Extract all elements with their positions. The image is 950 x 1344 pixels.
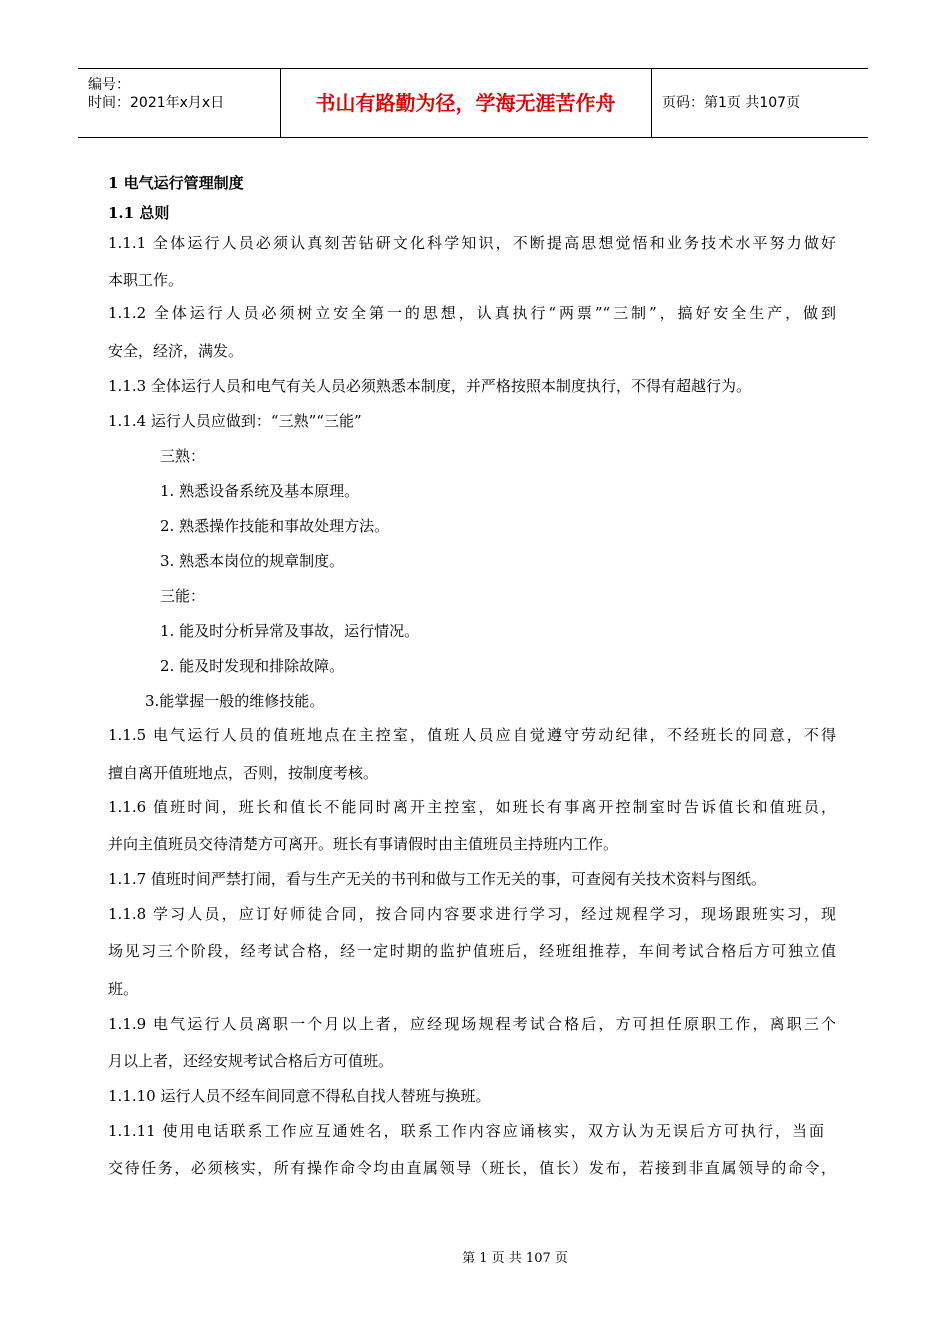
paragraph-line: 班。 [108, 980, 139, 998]
paragraph-line: 月以上者，还经安规考试合格后方可值班。 [108, 1052, 394, 1070]
paragraph-line: 交待任务，必须核实，所有操作命令均由直属领导（班长，值长）发布，若接到非直属领导的命令， [108, 1159, 836, 1177]
document-number-label: 编号： [88, 77, 130, 93]
paragraph-line: 1.1.5 电气运行人员的值班地点在主控室，值班人员应自觉遵守劳动纪律，不经班长的同意，不得 [108, 726, 836, 744]
document-time-label: 时间：2021年x月x日 [88, 95, 225, 111]
header-motto: 书山有路勤为径，学海无涯苦作舟 [280, 69, 652, 137]
paragraph-line: 1.1.1 全体运行人员必须认真刻苦钻研文化科学知识，不断提高思想觉悟和业务技术水平努力做好 [108, 234, 836, 252]
paragraph-line: 1.1.2 全体运行人员必须树立安全第一的思想，认真执行“两票”“三制”，搞好安全生产，做到 [108, 304, 836, 322]
page-header [78, 68, 868, 138]
list-item: 2. 能及时发现和排除故障。 [160, 657, 345, 675]
footer-page-number: 第 1 页 共 107 页 [462, 1251, 568, 1266]
section-heading-1: 1 电气运行管理制度 [108, 174, 244, 192]
paragraph-line: 场见习三个阶段，经考试合格，经一定时期的监护值班后，经班组推荐，车间考试合格后方可独立值 [108, 942, 836, 960]
list-item: 3.能掌握一般的维修技能。 [145, 692, 325, 710]
paragraph-line: 1.1.7 值班时间严禁打闹，看与生产无关的书刊和做与工作无关的事，可查阅有关技术资料与图纸。 [108, 870, 766, 888]
paragraph-line: 并向主值班员交待清楚方可离开。班长有事请假时由主值班员主持班内工作。 [108, 835, 619, 853]
header-page-info: 页码：第1页 共107页 [662, 95, 801, 111]
header-meta [78, 69, 281, 137]
paragraph-line: 1.1.4 运行人员应做到：“三熟”“三能” [108, 412, 362, 430]
paragraph-line: 1.1.9 电气运行人员离职一个月以上者，应经现场规程考试合格后，方可担任原职工作，离职三个 [108, 1015, 836, 1033]
paragraph-line: 1.1.8 学习人员，应订好师徒合同，按合同内容要求进行学习，经过规程学习，现场跟班实习，现 [108, 905, 836, 923]
list-item: 1. 能及时分析异常及事故，运行情况。 [160, 622, 420, 640]
paragraph-line: 1.1.11 使用电话联系工作应互通姓名，联系工作内容应诵核实，双方认为无误后方可执行，当面 [108, 1122, 824, 1140]
paragraph-line: 本职工作。 [108, 271, 184, 289]
paragraph-line: 1.1.6 值班时间，班长和值长不能同时离开主控室，如班长有事离开控制室时告诉值长和值班员， [108, 798, 836, 816]
page-footer [0, 1247, 950, 1266]
list-item: 1. 熟悉设备系统及基本原理。 [160, 482, 360, 500]
section-heading-1-1: 1.1 总则 [108, 204, 170, 222]
list-heading: 三能： [160, 587, 206, 605]
paragraph-line: 擅自离开值班地点，否则，按制度考核。 [108, 764, 379, 782]
paragraph-line: 1.1.10 运行人员不经车间同意不得私自找人替班与换班。 [108, 1087, 491, 1105]
paragraph-line: 安全，经济，满发。 [108, 342, 244, 360]
list-item: 3. 熟悉本岗位的规章制度。 [160, 552, 345, 570]
paragraph-line: 1.1.3 全体运行人员和电气有关人员必须熟悉本制度，并严格按照本制度执行，不得有超越行为。 [108, 377, 751, 395]
list-heading: 三熟： [160, 447, 206, 465]
list-item: 2. 熟悉操作技能和事故处理方法。 [160, 517, 390, 535]
